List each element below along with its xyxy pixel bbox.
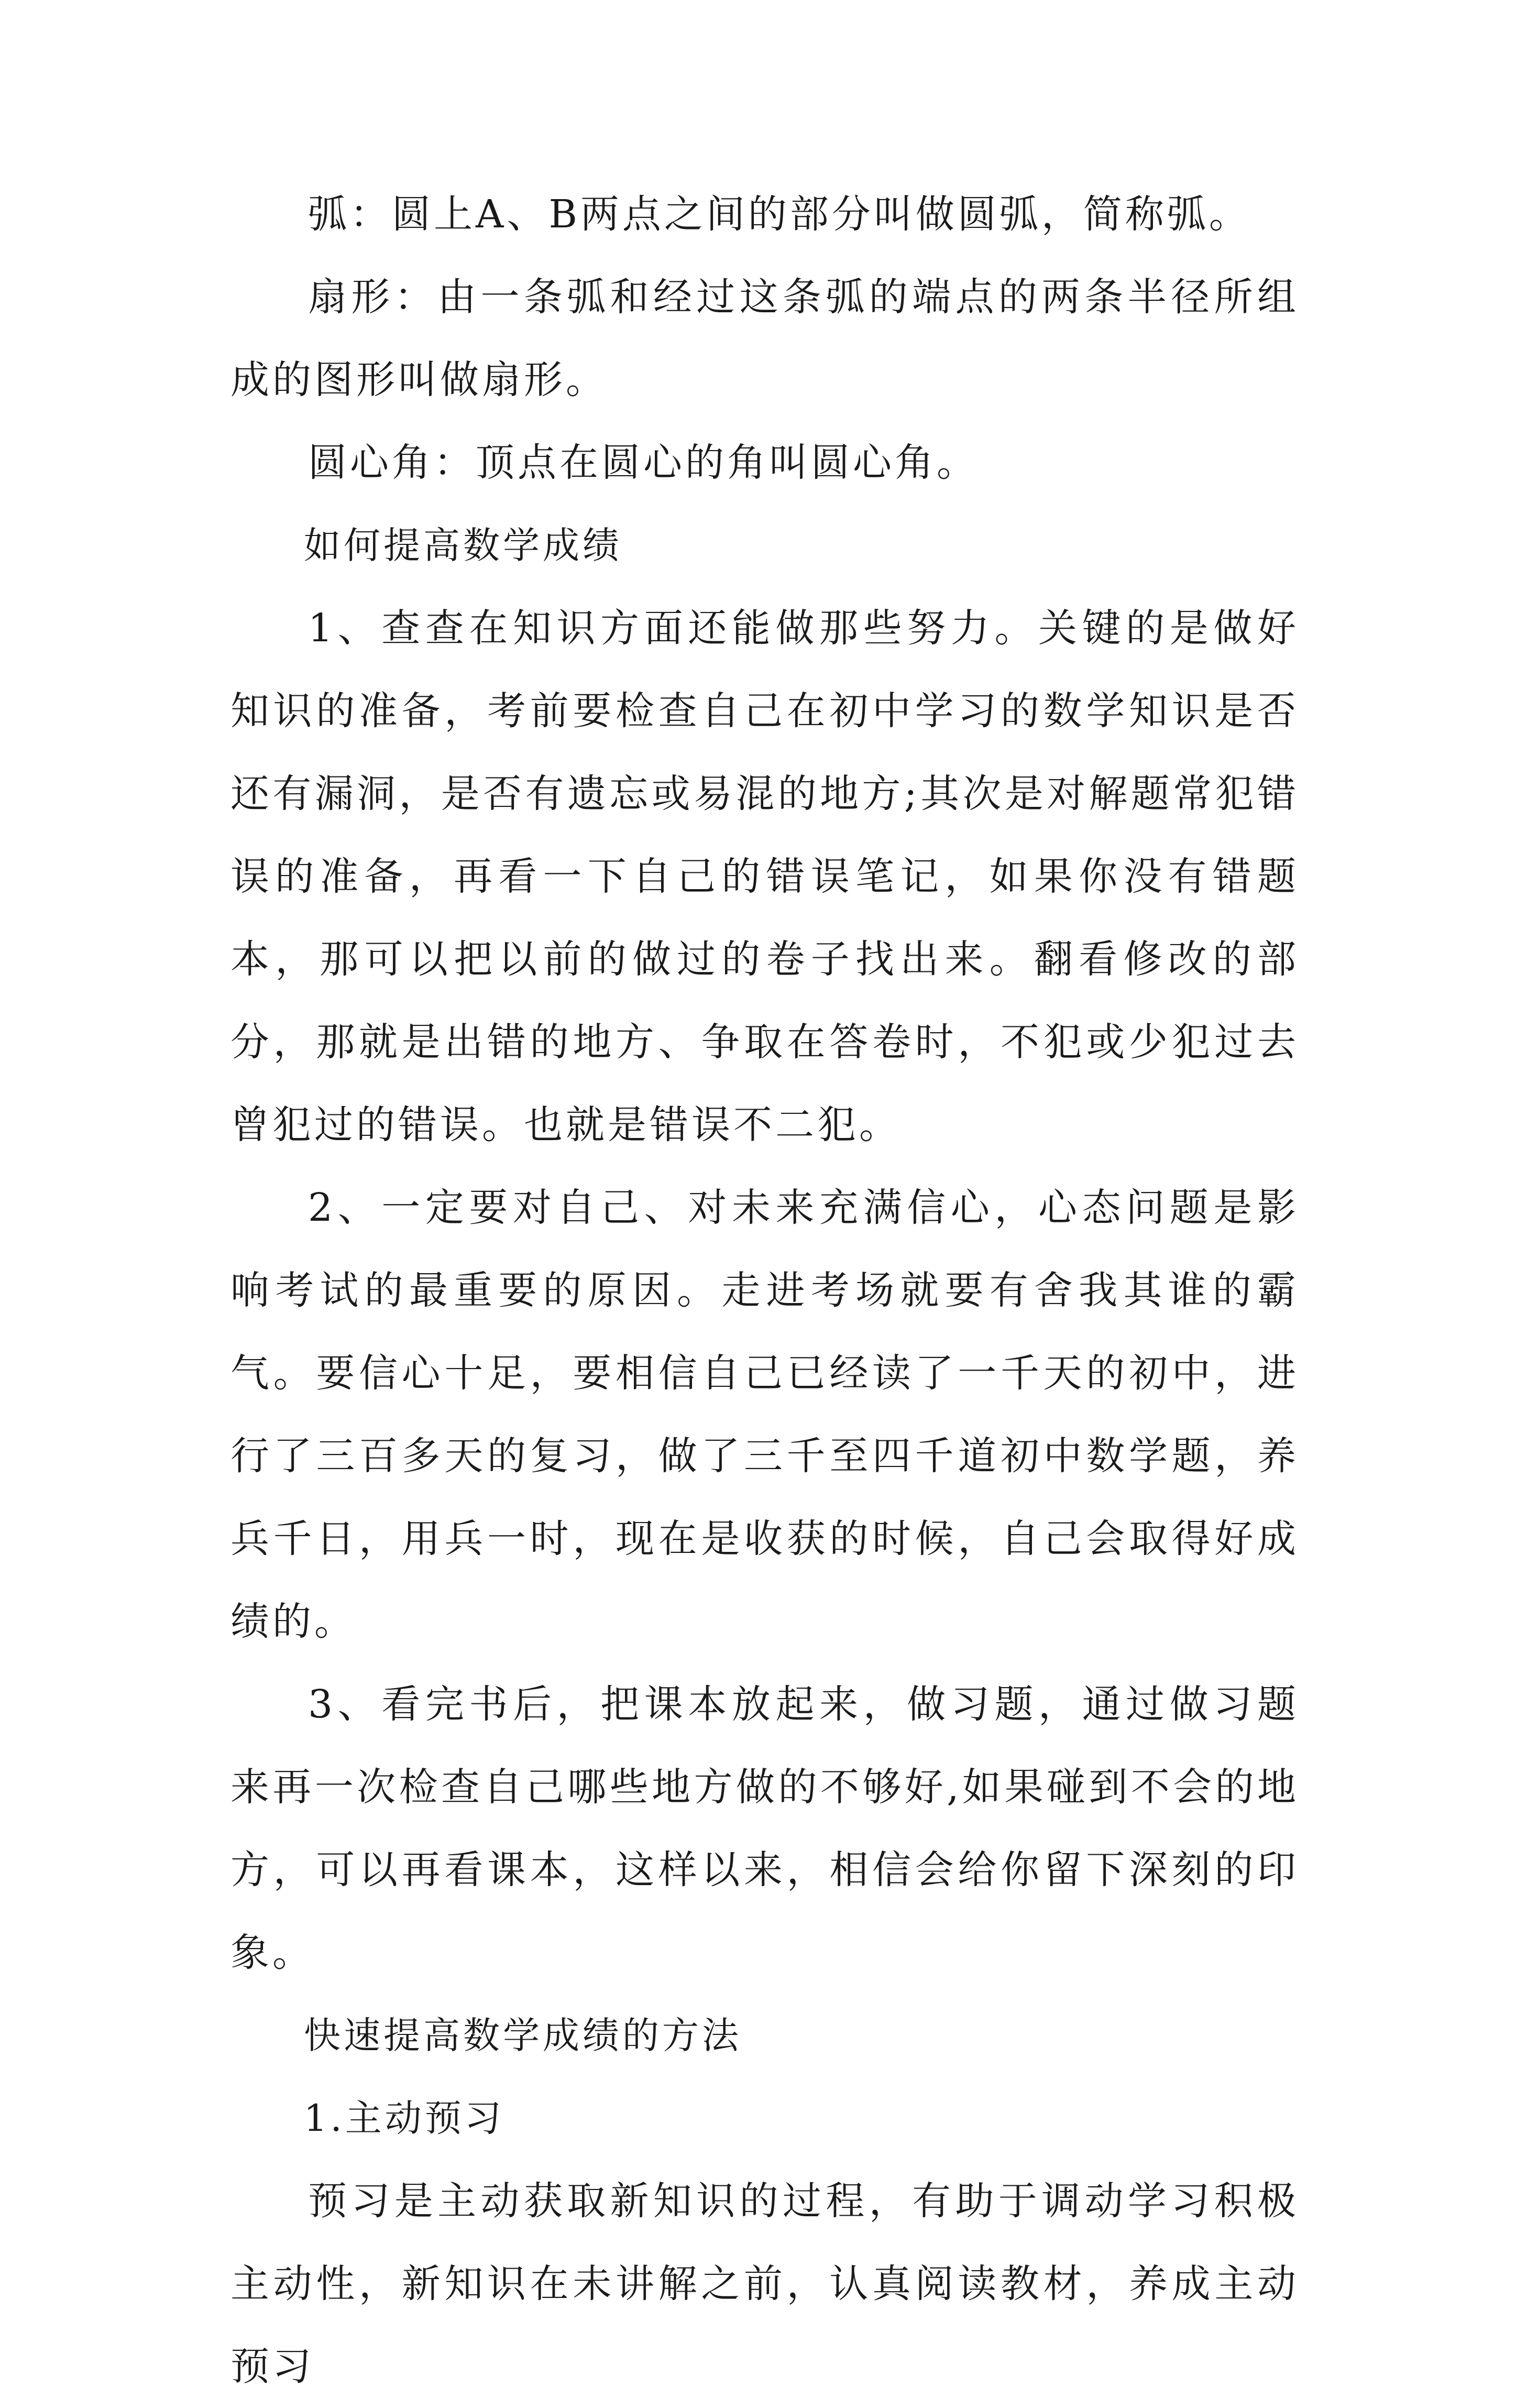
section-heading-quick-methods: 快速提高数学成绩的方法: [304, 2014, 742, 2057]
paragraph-tip-1: 1、查查在知识方面还能做那些努力。关键的是做好知识的准备，考前要检查自己在初中学习的数学知识是否还有漏洞，是否有遗忘或易混的地方;其次是对解题常犯错误的准备，再看一下自己的错误笔记，如果你没有错题本，那可以把以前的做过的卷子找出来。翻看修改的部分，那就是出错的地方、争取在答卷时，不犯或少犯过去曾犯过的错误。也就是错误不二犯。: [230, 606, 1299, 1147]
method-1-title: 1.主动预习: [304, 2097, 504, 2140]
paragraph-central-angle-definition: 圆心角：顶点在圆心的角叫圆心角。: [308, 440, 979, 485]
paragraph-sector-definition: 扇形：由一条弧和经过这条弧的端点的两条半径所组成的图形叫做扇形。: [230, 275, 1299, 402]
section-heading-improve-math: 如何提高数学成绩: [304, 524, 622, 567]
paragraph-method-1-body: 预习是主动获取新知识的过程，有助于调动学习积极主动性，新知识在未讲解之前，认真阅读教材，养成主动预习: [230, 2179, 1299, 2389]
paragraph-arc-definition: 弧：圆上A、B两点之间的部分叫做圆弧，简称弧。: [308, 192, 1251, 237]
paragraph-tip-3: 3、看完书后，把课本放起来，做习题，通过做习题来再一次检查自己哪些地方做的不够好,如果碰到不会的地方，可以再看课本，这样以来，相信会给你留下深刻的印象。: [230, 1682, 1299, 1975]
document-page: [230, 173, 1299, 2408]
paragraph-tip-2: 2、一定要对自己、对未来充满信心，心态问题是影响考试的最重要的原因。走进考场就要有舍我其谁的霸气。要信心十足，要相信自己已经读了一千天的初中，进行了三百多天的复习，做了三千至四千道初中数学题，养兵千日，用兵一时，现在是收获的时候，自己会取得好成绩的。: [230, 1185, 1299, 1644]
